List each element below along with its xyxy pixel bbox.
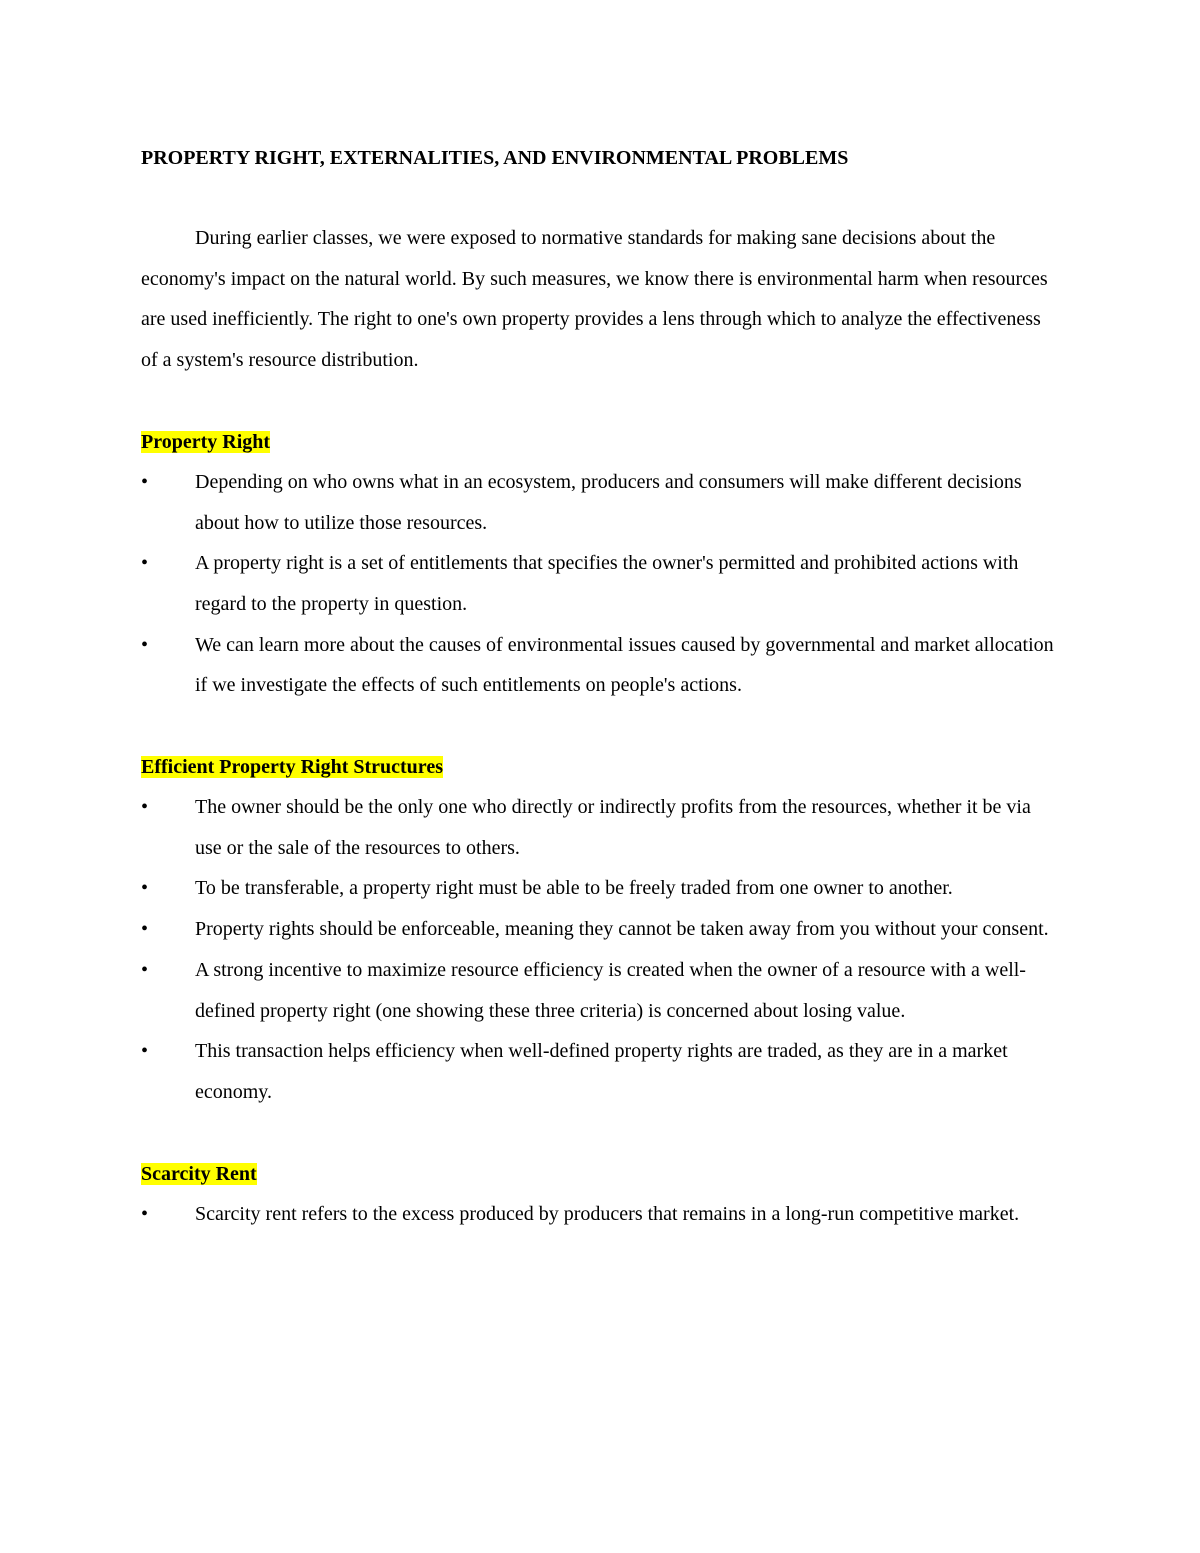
- list-item: [141, 1031, 1061, 1112]
- highlighted-heading-text: Scarcity Rent: [141, 1162, 257, 1185]
- document-title: PROPERTY RIGHT, EXTERNALITIES, AND ENVIRONMENTAL PROBLEMS: [141, 147, 849, 169]
- bullet-list: [141, 462, 1061, 706]
- bullet-icon: •: [141, 918, 149, 941]
- bullet-icon: •: [141, 633, 149, 656]
- bullet-icon: •: [141, 470, 149, 493]
- list-item: [141, 543, 1061, 624]
- list-item: [141, 625, 1061, 706]
- list-item: [141, 868, 1061, 909]
- bullet-list: [141, 1194, 1061, 1235]
- bullet-icon: •: [141, 877, 149, 900]
- section-scarcity-rent: [141, 1154, 1061, 1235]
- section-heading: [141, 747, 1061, 787]
- list-item-text: This transaction helps efficiency when well-defined property rights are traded, as they are in a market economy.: [195, 1040, 1008, 1103]
- section-heading: [141, 422, 1061, 462]
- list-item: [141, 462, 1061, 543]
- list-item-text: Depending on who owns what in an ecosystem, producers and consumers will make different decisions about how to utilize those resources.: [195, 470, 1022, 534]
- section-heading: [141, 1154, 1061, 1194]
- list-item-text: We can learn more about the causes of environmental issues caused by governmental and market allocation if we investigate the effects of such entitlements on people's actions.: [195, 633, 1054, 697]
- section-property-right: [141, 422, 1061, 706]
- bullet-list: [141, 787, 1061, 1113]
- document-page: [141, 138, 1061, 1234]
- highlighted-heading-text: Efficient Property Right Structures: [141, 756, 443, 779]
- list-item-text: A property right is a set of entitlements that specifies the owner's permitted and prohibited actions with regard to the property in question.: [195, 552, 1019, 615]
- list-item-text: To be transferable, a property right must be able to be freely traded from one owner to another.: [195, 877, 953, 900]
- intro-paragraph: During earlier classes, we were exposed to normative standards for making sane decisions about the economy's impact on the natural world. By such measures, we know there is environmental harm when resources are used inefficiently. The right to one's own property provides a lens through which to analyze the effectiveness of a system's resource distribution.: [141, 227, 1048, 372]
- bullet-icon: •: [141, 796, 149, 819]
- list-item-text: Scarcity rent refers to the excess produced by producers that remains in a long-run competitive market.: [195, 1202, 1020, 1225]
- bullet-icon: •: [141, 552, 149, 575]
- list-item-text: The owner should be the only one who directly or indirectly profits from the resources, whether it be via use or the sale of the resources to others.: [195, 796, 1031, 859]
- list-item: [141, 787, 1061, 868]
- list-item: [141, 1194, 1061, 1235]
- bullet-icon: •: [141, 1202, 149, 1225]
- bullet-icon: •: [141, 1040, 149, 1063]
- highlighted-heading-text: Property Right: [141, 430, 271, 453]
- list-item: [141, 950, 1061, 1031]
- section-efficient-structures: [141, 747, 1061, 1113]
- list-item-text: Property rights should be enforceable, meaning they cannot be taken away from you without your consent.: [195, 918, 1049, 941]
- bullet-icon: •: [141, 958, 149, 981]
- list-item-text: A strong incentive to maximize resource efficiency is created when the owner of a resource with a well-defined property right (one showing these three criteria) is concerned about losing value.: [195, 958, 1026, 1022]
- list-item: [141, 909, 1061, 950]
